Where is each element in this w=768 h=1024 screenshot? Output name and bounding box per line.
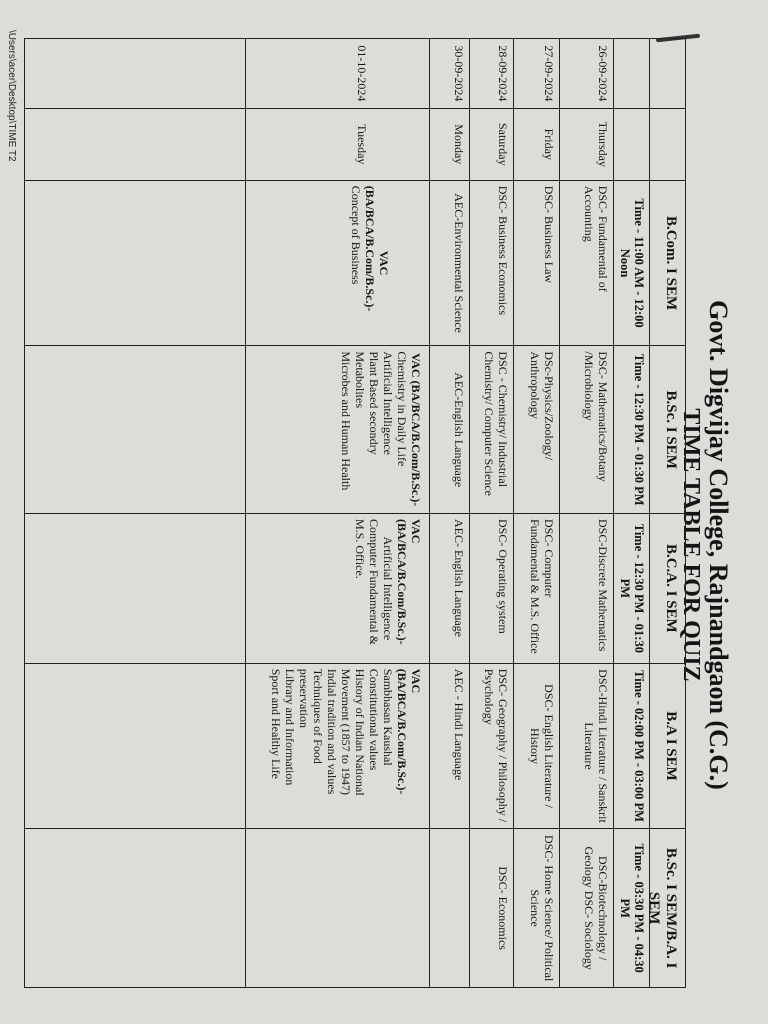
vac-subject: preservation [297, 668, 311, 728]
vac-subject: Microbes and Human Health [339, 351, 353, 491]
row-bsc [25, 346, 245, 514]
vac-subject: Chemistry in Daily Life [395, 351, 409, 467]
time-ba: Time - 02:00 PM - 03:00 PM [614, 664, 649, 830]
vac-subject: Metabolites [353, 351, 367, 409]
row-bca: DSC- Operating system [470, 514, 513, 664]
row-bsc: DSc-Physics/Zoology/ Anthropology [514, 346, 559, 514]
row-bcom [25, 181, 245, 347]
vac-label: VAC [409, 668, 423, 694]
row-date: 27-09-2024 [514, 39, 559, 109]
row-bcom: DSC- Fundamental of Accounting [560, 181, 613, 347]
vac-subject: Artificial Intelligence [381, 536, 395, 641]
row-day: Tuesday [246, 109, 429, 181]
row-bsc: DSC- Mathematics/Botany /Microbiology [560, 346, 613, 514]
vac-label: VAC [409, 519, 423, 544]
table-row [429, 39, 469, 987]
header-bsc-ba: B.Sc. I SEM/B.A. I SEM [646, 847, 679, 969]
header-day [650, 109, 685, 181]
vac-subject: Plant Based secondry [367, 351, 381, 455]
row-bcom [246, 181, 429, 347]
vac-subject: Constitutional values [367, 668, 381, 771]
row-date: 30-09-2024 [430, 39, 469, 109]
margin-file-path: \Users\acer\Desktop\TIME T2 [6, 30, 17, 162]
vac-subject: History of Indian National [353, 668, 367, 796]
vac-subject: M.S. Office. [353, 519, 367, 579]
time-bsc-ba: Time - 03:30 PM - 04:30 PM [618, 843, 646, 973]
row-day [25, 109, 245, 181]
vac-programs: (BA/BCA/B.Com/B.Sc.)- [395, 668, 409, 795]
vac-programs: (BA/BCA/B.Com/B.Sc.)- [395, 519, 409, 645]
header-date [650, 39, 685, 109]
row-bca: DSC-Discrete Mathematics [560, 514, 613, 664]
row-day: Friday [514, 109, 559, 181]
vac-subject: Sport and Healthy Life [269, 668, 283, 779]
row-day: Thursday [560, 109, 613, 181]
row-bcom: AEC-Environmental Science [430, 181, 469, 347]
time-date [614, 39, 649, 109]
vac-subject: Techniques of Food [311, 668, 325, 764]
vac-subject: Movement (1857 to 1947) [339, 668, 353, 796]
table-row [245, 39, 429, 987]
document-header [678, 160, 732, 930]
time-day [614, 109, 649, 181]
time-bca: Time - 12:30 PM - 01:30 PM [614, 514, 649, 664]
vac-label: VAC [377, 250, 391, 276]
time-bsc: Time - 12:30 PM - 01:30 PM [614, 346, 649, 514]
table-row [469, 39, 513, 987]
row-date [25, 39, 245, 109]
row-bsc [246, 346, 429, 514]
vac-subject: Sambhasan Kaushal [381, 668, 395, 766]
header-bca: B.C.A. I SEM [650, 514, 685, 664]
row-bsc-ba: DSC-Biotechnology / Geology DSC- Sociology [582, 846, 610, 970]
row-bca: AEC- English Language [430, 514, 469, 664]
row-bca: DSC- Computer Fundamental & M.S. Office [514, 514, 559, 664]
row-bsc-ba [25, 829, 245, 987]
row-ba: DSC- English Literature / History [514, 664, 559, 830]
row-ba: AEC - Hindi Language [430, 664, 469, 830]
row-ba [246, 664, 429, 830]
row-bcom: DSC- Business Economics [470, 181, 513, 347]
table-time-row [613, 39, 649, 987]
row-bca [246, 514, 429, 664]
row-bsc-ba: DSC- Economics [496, 866, 510, 950]
timetable-title: TIME TABLE FOR QUIZ [678, 408, 704, 682]
vac-programs: (BA/BCA/B.Com/B.Sc.)- [363, 185, 377, 312]
row-bsc-ba [246, 829, 429, 987]
row-day: Saturday [470, 109, 513, 181]
row-date: 01-10-2024 [246, 39, 429, 109]
row-day: Monday [430, 109, 469, 181]
row-date: 26-09-2024 [560, 39, 613, 109]
row-bsc: AEC-English Language [430, 346, 469, 514]
row-ba: DSC-Hindi Literature / Sanskrit Literature [560, 664, 613, 830]
vac-subject: Computer Fundamental & [367, 519, 381, 645]
row-bsc: DSC - Chemistry/ Industrial Chemistry/ Computer Science [470, 346, 513, 514]
row-date: 28-09-2024 [470, 39, 513, 109]
table-row [25, 39, 245, 987]
row-bsc-ba: DSC- Home Science/ Political Science [528, 835, 556, 982]
row-ba [25, 664, 245, 830]
college-name: Govt. Digvijay College, Rajnandgaon (C.G.) [704, 300, 733, 790]
table-row [513, 39, 559, 987]
header-bcom: B.Com. I SEM [650, 181, 685, 347]
vac-subject: Library and Information [283, 668, 297, 786]
header-ba: B.A I SEM [650, 664, 685, 830]
row-bca [25, 514, 245, 664]
header-bsc: B.Sc. I SEM [650, 346, 685, 514]
table-header-row [646, 39, 685, 987]
vac-subject: Artificial Intelligence [381, 351, 395, 455]
row-ba: DSC- Geography / Philosophy / Psychology [470, 664, 513, 830]
row-bcom: DSC- Business Law [514, 181, 559, 347]
table-row [559, 39, 613, 987]
vac-subject: Concept of Business [349, 185, 363, 285]
time-bcom: Time - 11:00 AM - 12:00 Noon [614, 181, 649, 347]
vac-subject: Indial tradition and values [325, 668, 339, 795]
quiz-timetable [24, 38, 686, 988]
vac-label: VAC (BA/BCA/B.Com/B.Sc.)- [409, 353, 423, 507]
row-bsc-ba [430, 829, 469, 987]
